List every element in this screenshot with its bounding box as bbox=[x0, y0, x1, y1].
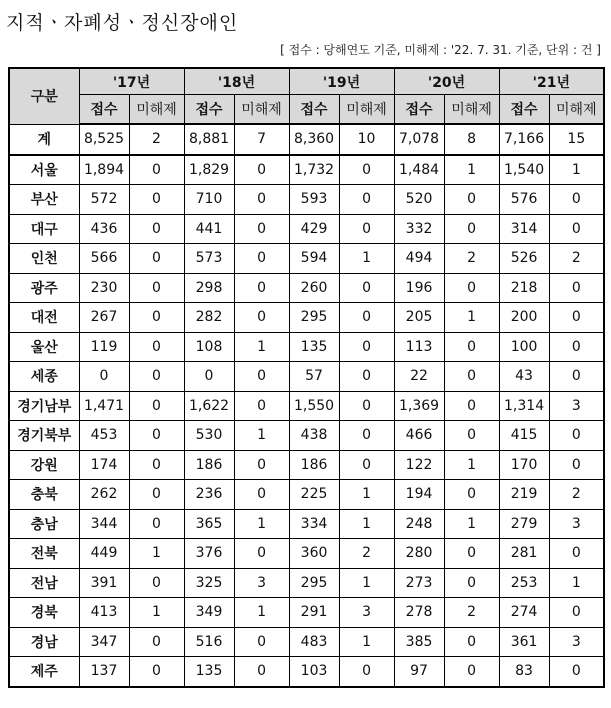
unresolved-count-cell: 0 bbox=[549, 332, 604, 362]
received-count-cell: 43 bbox=[499, 362, 549, 392]
unresolved-count-cell: 0 bbox=[549, 450, 604, 480]
received-count-cell: 441 bbox=[184, 214, 234, 244]
unresolved-count-cell: 1 bbox=[339, 627, 394, 657]
received-count-cell: 573 bbox=[184, 244, 234, 274]
year-header: '20년 bbox=[394, 68, 499, 95]
received-count-cell: 186 bbox=[289, 450, 339, 480]
received-count-cell: 466 bbox=[394, 421, 444, 451]
received-count-cell: 186 bbox=[184, 450, 234, 480]
received-count-cell: 218 bbox=[499, 273, 549, 303]
received-count-cell: 236 bbox=[184, 480, 234, 510]
unresolved-count-cell: 0 bbox=[549, 185, 604, 215]
unresolved-count-cell: 1 bbox=[549, 155, 604, 185]
unresolved-count-cell: 1 bbox=[129, 598, 184, 628]
unresolved-count-cell: 0 bbox=[339, 185, 394, 215]
received-count-cell: 365 bbox=[184, 509, 234, 539]
unresolved-count-cell: 0 bbox=[129, 657, 184, 687]
unresolved-count-cell: 0 bbox=[339, 362, 394, 392]
received-count-cell: 97 bbox=[394, 657, 444, 687]
received-count-cell: 200 bbox=[499, 303, 549, 333]
unresolved-count-cell: 0 bbox=[129, 627, 184, 657]
received-count-cell: 170 bbox=[499, 450, 549, 480]
received-count-cell: 593 bbox=[289, 185, 339, 215]
unresolved-count-cell: 0 bbox=[234, 480, 289, 510]
unresolved-column-header: 미해제 bbox=[549, 95, 604, 125]
table-row bbox=[9, 244, 604, 274]
unresolved-count-cell: 8 bbox=[444, 124, 499, 155]
received-count-cell: 135 bbox=[184, 657, 234, 687]
unresolved-count-cell: 0 bbox=[339, 657, 394, 687]
region-cell: 광주 bbox=[9, 273, 79, 303]
unresolved-count-cell: 2 bbox=[549, 244, 604, 274]
region-cell: 경북 bbox=[9, 598, 79, 628]
unresolved-count-cell: 0 bbox=[444, 362, 499, 392]
unresolved-count-cell: 0 bbox=[444, 332, 499, 362]
table-row bbox=[9, 214, 604, 244]
received-count-cell: 530 bbox=[184, 421, 234, 451]
unresolved-count-cell: 3 bbox=[339, 598, 394, 628]
unresolved-count-cell: 2 bbox=[129, 124, 184, 155]
unresolved-count-cell: 0 bbox=[549, 362, 604, 392]
unresolved-count-cell: 0 bbox=[444, 214, 499, 244]
received-count-cell: 281 bbox=[499, 539, 549, 569]
received-count-cell: 360 bbox=[289, 539, 339, 569]
received-count-cell: 516 bbox=[184, 627, 234, 657]
year-header: '18년 bbox=[184, 68, 289, 95]
year-header-row bbox=[9, 68, 604, 95]
unresolved-count-cell: 2 bbox=[549, 480, 604, 510]
received-count-cell: 361 bbox=[499, 627, 549, 657]
received-count-cell: 429 bbox=[289, 214, 339, 244]
unresolved-count-cell: 0 bbox=[444, 421, 499, 451]
received-count-cell: 483 bbox=[289, 627, 339, 657]
received-column-header: 접수 bbox=[79, 95, 129, 125]
table-row bbox=[9, 627, 604, 657]
unresolved-column-header: 미해제 bbox=[234, 95, 289, 125]
unresolved-count-cell: 0 bbox=[234, 627, 289, 657]
unresolved-count-cell: 1 bbox=[129, 539, 184, 569]
table-row bbox=[9, 332, 604, 362]
unresolved-count-cell: 0 bbox=[444, 185, 499, 215]
unresolved-count-cell: 0 bbox=[549, 214, 604, 244]
received-count-cell: 347 bbox=[79, 627, 129, 657]
received-count-cell: 278 bbox=[394, 598, 444, 628]
unresolved-count-cell: 0 bbox=[234, 450, 289, 480]
received-count-cell: 1,829 bbox=[184, 155, 234, 185]
received-count-cell: 135 bbox=[289, 332, 339, 362]
received-count-cell: 7,078 bbox=[394, 124, 444, 155]
received-count-cell: 344 bbox=[79, 509, 129, 539]
received-count-cell: 566 bbox=[79, 244, 129, 274]
unresolved-count-cell: 2 bbox=[339, 539, 394, 569]
received-count-cell: 7,166 bbox=[499, 124, 549, 155]
received-count-cell: 1,314 bbox=[499, 391, 549, 421]
table-row bbox=[9, 185, 604, 215]
year-header: '19년 bbox=[289, 68, 394, 95]
received-count-cell: 295 bbox=[289, 303, 339, 333]
region-cell: 강원 bbox=[9, 450, 79, 480]
received-count-cell: 219 bbox=[499, 480, 549, 510]
unresolved-count-cell: 1 bbox=[234, 332, 289, 362]
unresolved-count-cell: 0 bbox=[129, 244, 184, 274]
unresolved-count-cell: 0 bbox=[129, 332, 184, 362]
unresolved-count-cell: 0 bbox=[444, 273, 499, 303]
table-row bbox=[9, 480, 604, 510]
unresolved-count-cell: 0 bbox=[129, 391, 184, 421]
unresolved-count-cell: 0 bbox=[549, 303, 604, 333]
sub-header-row bbox=[9, 95, 604, 125]
table-row bbox=[9, 598, 604, 628]
unresolved-count-cell: 2 bbox=[444, 598, 499, 628]
unresolved-count-cell: 1 bbox=[234, 421, 289, 451]
unresolved-count-cell: 0 bbox=[339, 214, 394, 244]
unresolved-count-cell: 0 bbox=[444, 627, 499, 657]
received-count-cell: 113 bbox=[394, 332, 444, 362]
unresolved-count-cell: 0 bbox=[234, 273, 289, 303]
received-count-cell: 230 bbox=[79, 273, 129, 303]
received-count-cell: 1,550 bbox=[289, 391, 339, 421]
received-count-cell: 494 bbox=[394, 244, 444, 274]
unresolved-count-cell: 2 bbox=[444, 244, 499, 274]
unresolved-count-cell: 10 bbox=[339, 124, 394, 155]
received-count-cell: 8,360 bbox=[289, 124, 339, 155]
received-count-cell: 100 bbox=[499, 332, 549, 362]
received-count-cell: 8,525 bbox=[79, 124, 129, 155]
received-count-cell: 273 bbox=[394, 568, 444, 598]
received-count-cell: 449 bbox=[79, 539, 129, 569]
unresolved-count-cell: 1 bbox=[234, 509, 289, 539]
unresolved-count-cell: 0 bbox=[549, 539, 604, 569]
received-count-cell: 295 bbox=[289, 568, 339, 598]
unresolved-count-cell: 0 bbox=[129, 273, 184, 303]
unit-note: [ 접수 : 당해연도 기준, 미해제 : '22. 7. 31. 기준, 단위 : 건 ] bbox=[280, 43, 601, 57]
table-row bbox=[9, 155, 604, 185]
received-count-cell: 594 bbox=[289, 244, 339, 274]
received-count-cell: 1,471 bbox=[79, 391, 129, 421]
unresolved-count-cell: 0 bbox=[129, 421, 184, 451]
received-count-cell: 413 bbox=[79, 598, 129, 628]
unresolved-count-cell: 0 bbox=[444, 391, 499, 421]
received-count-cell: 298 bbox=[184, 273, 234, 303]
table-row bbox=[9, 450, 604, 480]
unresolved-count-cell: 1 bbox=[444, 155, 499, 185]
unresolved-count-cell: 0 bbox=[339, 155, 394, 185]
received-count-cell: 57 bbox=[289, 362, 339, 392]
unresolved-count-cell: 1 bbox=[339, 509, 394, 539]
unresolved-count-cell: 0 bbox=[129, 303, 184, 333]
unresolved-count-cell: 1 bbox=[444, 509, 499, 539]
region-cell: 경기북부 bbox=[9, 421, 79, 451]
unresolved-count-cell: 0 bbox=[549, 421, 604, 451]
received-count-cell: 262 bbox=[79, 480, 129, 510]
unresolved-count-cell: 0 bbox=[444, 539, 499, 569]
unresolved-count-cell: 0 bbox=[234, 214, 289, 244]
received-count-cell: 1,894 bbox=[79, 155, 129, 185]
unresolved-count-cell: 0 bbox=[234, 391, 289, 421]
unresolved-count-cell: 0 bbox=[234, 362, 289, 392]
region-cell: 서울 bbox=[9, 155, 79, 185]
table-row bbox=[9, 391, 604, 421]
region-cell: 세종 bbox=[9, 362, 79, 392]
region-cell: 부산 bbox=[9, 185, 79, 215]
received-count-cell: 453 bbox=[79, 421, 129, 451]
received-count-cell: 334 bbox=[289, 509, 339, 539]
region-column-header: 구분 bbox=[9, 68, 79, 124]
region-cell: 울산 bbox=[9, 332, 79, 362]
received-count-cell: 572 bbox=[79, 185, 129, 215]
unresolved-column-header: 미해제 bbox=[339, 95, 394, 125]
unresolved-count-cell: 3 bbox=[549, 509, 604, 539]
received-count-cell: 8,881 bbox=[184, 124, 234, 155]
unresolved-count-cell: 0 bbox=[339, 332, 394, 362]
unresolved-count-cell: 0 bbox=[129, 568, 184, 598]
region-cell: 인천 bbox=[9, 244, 79, 274]
received-count-cell: 436 bbox=[79, 214, 129, 244]
received-count-cell: 376 bbox=[184, 539, 234, 569]
unresolved-count-cell: 0 bbox=[234, 539, 289, 569]
year-header: '21년 bbox=[499, 68, 604, 95]
received-count-cell: 349 bbox=[184, 598, 234, 628]
region-cell: 경남 bbox=[9, 627, 79, 657]
received-count-cell: 174 bbox=[79, 450, 129, 480]
region-cell: 전북 bbox=[9, 539, 79, 569]
received-column-header: 접수 bbox=[394, 95, 444, 125]
statistics-table bbox=[8, 67, 605, 688]
received-count-cell: 1,540 bbox=[499, 155, 549, 185]
unresolved-count-cell: 0 bbox=[339, 450, 394, 480]
unresolved-count-cell: 3 bbox=[234, 568, 289, 598]
unresolved-count-cell: 0 bbox=[234, 185, 289, 215]
table-row bbox=[9, 657, 604, 687]
unresolved-count-cell: 0 bbox=[549, 598, 604, 628]
unresolved-count-cell: 0 bbox=[129, 214, 184, 244]
received-count-cell: 22 bbox=[394, 362, 444, 392]
unresolved-count-cell: 0 bbox=[339, 421, 394, 451]
received-count-cell: 103 bbox=[289, 657, 339, 687]
table-row bbox=[9, 303, 604, 333]
region-cell: 경기남부 bbox=[9, 391, 79, 421]
unresolved-count-cell: 0 bbox=[234, 155, 289, 185]
received-count-cell: 248 bbox=[394, 509, 444, 539]
received-count-cell: 385 bbox=[394, 627, 444, 657]
received-count-cell: 291 bbox=[289, 598, 339, 628]
unresolved-count-cell: 0 bbox=[234, 303, 289, 333]
received-count-cell: 280 bbox=[394, 539, 444, 569]
unresolved-count-cell: 0 bbox=[234, 244, 289, 274]
received-count-cell: 194 bbox=[394, 480, 444, 510]
unresolved-count-cell: 0 bbox=[339, 303, 394, 333]
received-count-cell: 225 bbox=[289, 480, 339, 510]
received-count-cell: 119 bbox=[79, 332, 129, 362]
received-count-cell: 710 bbox=[184, 185, 234, 215]
received-count-cell: 205 bbox=[394, 303, 444, 333]
unresolved-count-cell: 0 bbox=[444, 568, 499, 598]
received-count-cell: 122 bbox=[394, 450, 444, 480]
unresolved-count-cell: 15 bbox=[549, 124, 604, 155]
total-row bbox=[9, 124, 604, 155]
unresolved-count-cell: 3 bbox=[549, 391, 604, 421]
unresolved-column-header: 미해제 bbox=[444, 95, 499, 125]
region-cell: 전남 bbox=[9, 568, 79, 598]
unresolved-count-cell: 1 bbox=[444, 450, 499, 480]
received-count-cell: 415 bbox=[499, 421, 549, 451]
region-cell: 충남 bbox=[9, 509, 79, 539]
received-count-cell: 576 bbox=[499, 185, 549, 215]
received-count-cell: 520 bbox=[394, 185, 444, 215]
received-column-header: 접수 bbox=[289, 95, 339, 125]
unresolved-count-cell: 1 bbox=[444, 303, 499, 333]
received-column-header: 접수 bbox=[499, 95, 549, 125]
region-cell: 대구 bbox=[9, 214, 79, 244]
received-count-cell: 0 bbox=[184, 362, 234, 392]
received-count-cell: 196 bbox=[394, 273, 444, 303]
received-count-cell: 274 bbox=[499, 598, 549, 628]
received-count-cell: 438 bbox=[289, 421, 339, 451]
unresolved-count-cell: 0 bbox=[444, 480, 499, 510]
received-column-header: 접수 bbox=[184, 95, 234, 125]
unresolved-count-cell: 0 bbox=[129, 155, 184, 185]
page-title: 지적ㆍ자폐성ㆍ정신장애인 bbox=[6, 12, 239, 34]
unresolved-count-cell: 1 bbox=[234, 598, 289, 628]
received-count-cell: 1,622 bbox=[184, 391, 234, 421]
received-count-cell: 260 bbox=[289, 273, 339, 303]
received-count-cell: 0 bbox=[79, 362, 129, 392]
unresolved-count-cell: 1 bbox=[549, 568, 604, 598]
region-cell: 계 bbox=[9, 124, 79, 155]
region-cell: 충북 bbox=[9, 480, 79, 510]
unresolved-count-cell: 0 bbox=[339, 391, 394, 421]
table-row bbox=[9, 421, 604, 451]
received-count-cell: 391 bbox=[79, 568, 129, 598]
unresolved-count-cell: 1 bbox=[339, 568, 394, 598]
unresolved-count-cell: 1 bbox=[339, 480, 394, 510]
unresolved-count-cell: 0 bbox=[549, 273, 604, 303]
unresolved-count-cell: 1 bbox=[339, 244, 394, 274]
unresolved-count-cell: 0 bbox=[129, 185, 184, 215]
unresolved-column-header: 미해제 bbox=[129, 95, 184, 125]
received-count-cell: 1,484 bbox=[394, 155, 444, 185]
table-row bbox=[9, 273, 604, 303]
region-cell: 대전 bbox=[9, 303, 79, 333]
unresolved-count-cell: 0 bbox=[129, 509, 184, 539]
table-row bbox=[9, 509, 604, 539]
received-count-cell: 279 bbox=[499, 509, 549, 539]
received-count-cell: 1,369 bbox=[394, 391, 444, 421]
received-count-cell: 83 bbox=[499, 657, 549, 687]
received-count-cell: 314 bbox=[499, 214, 549, 244]
unresolved-count-cell: 0 bbox=[129, 450, 184, 480]
table-row bbox=[9, 539, 604, 569]
received-count-cell: 282 bbox=[184, 303, 234, 333]
unresolved-count-cell: 0 bbox=[129, 480, 184, 510]
received-count-cell: 526 bbox=[499, 244, 549, 274]
unresolved-count-cell: 0 bbox=[129, 362, 184, 392]
region-cell: 제주 bbox=[9, 657, 79, 687]
received-count-cell: 108 bbox=[184, 332, 234, 362]
received-count-cell: 1,732 bbox=[289, 155, 339, 185]
year-header: '17년 bbox=[79, 68, 184, 95]
unresolved-count-cell: 0 bbox=[549, 657, 604, 687]
received-count-cell: 253 bbox=[499, 568, 549, 598]
unresolved-count-cell: 0 bbox=[234, 657, 289, 687]
table-row bbox=[9, 362, 604, 392]
received-count-cell: 137 bbox=[79, 657, 129, 687]
unresolved-count-cell: 0 bbox=[444, 657, 499, 687]
unresolved-count-cell: 7 bbox=[234, 124, 289, 155]
received-count-cell: 267 bbox=[79, 303, 129, 333]
table-row bbox=[9, 568, 604, 598]
received-count-cell: 332 bbox=[394, 214, 444, 244]
unresolved-count-cell: 0 bbox=[339, 273, 394, 303]
unresolved-count-cell: 3 bbox=[549, 627, 604, 657]
received-count-cell: 325 bbox=[184, 568, 234, 598]
